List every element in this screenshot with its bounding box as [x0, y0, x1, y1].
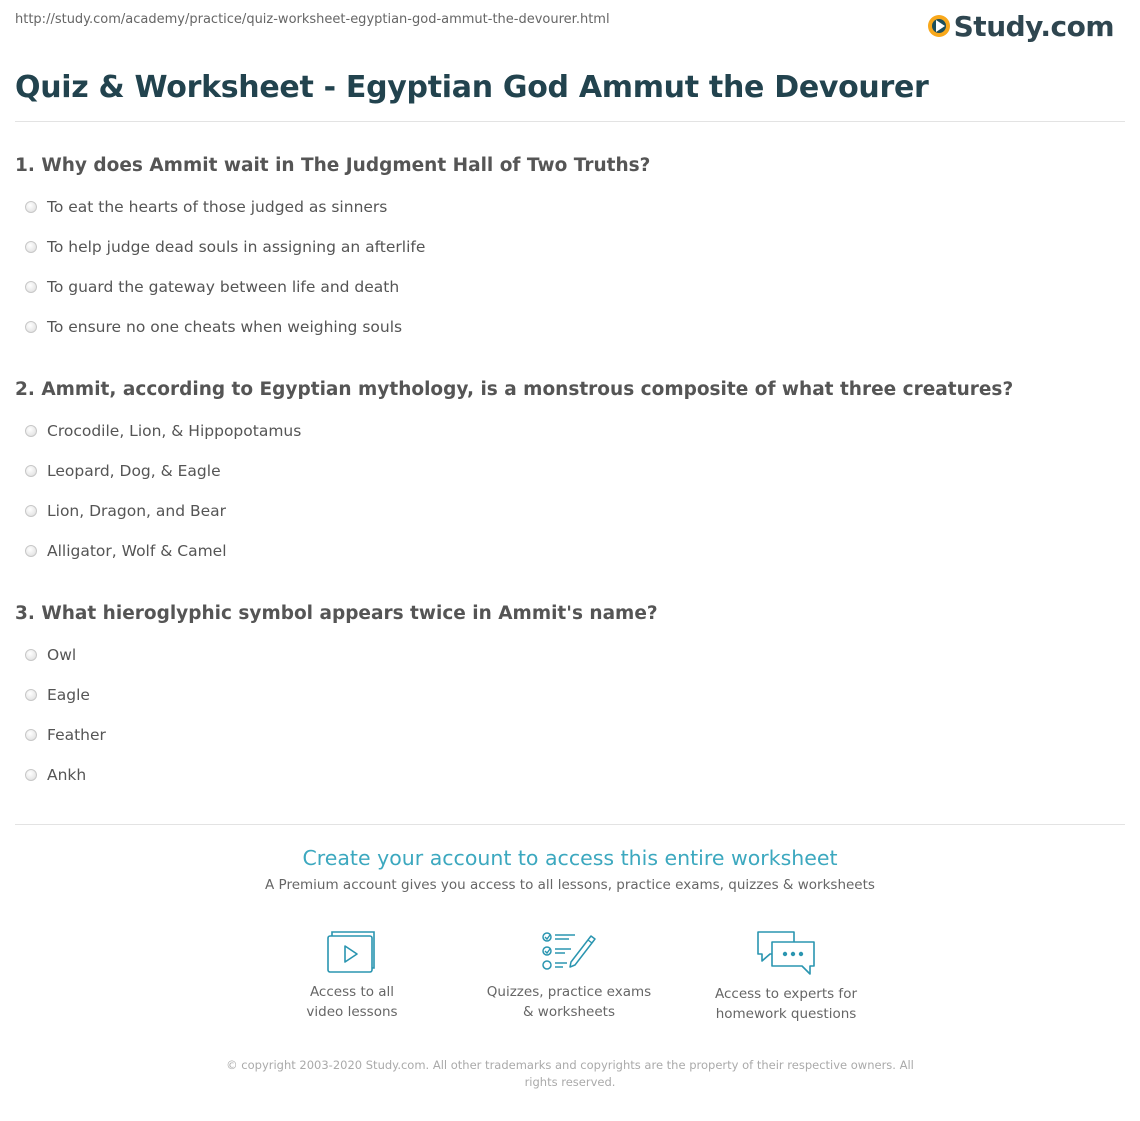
option-label: Leopard, Dog, & Eagle — [47, 462, 221, 480]
radio-button[interactable] — [25, 545, 37, 557]
radio-button[interactable] — [25, 281, 37, 293]
question-2-option-3[interactable] — [25, 502, 226, 520]
radio-button[interactable] — [25, 241, 37, 253]
option-label: Alligator, Wolf & Camel — [47, 542, 227, 560]
question-2-option-1[interactable] — [25, 422, 301, 440]
question-2-option-4[interactable] — [25, 542, 227, 560]
question-1-option-3[interactable] — [25, 278, 399, 296]
chat-bubbles-icon — [754, 928, 818, 976]
option-label: Feather — [47, 726, 106, 744]
cta-subtitle: A Premium account gives you access to all lessons, practice exams, quizzes & worksheets — [265, 877, 875, 893]
question-1-option-1[interactable] — [25, 198, 387, 216]
feature-label-line1: Access to experts for — [714, 986, 857, 1002]
option-label: Crocodile, Lion, & Hippopotamus — [47, 422, 302, 440]
option-label: To help judge dead souls in assigning an afterlife — [47, 238, 426, 256]
question-3-option-4[interactable] — [25, 766, 86, 784]
question-3-option-3[interactable] — [25, 726, 106, 744]
logo-text: Study.com — [953, 9, 1114, 43]
option-label: Lion, Dragon, and Bear — [47, 502, 227, 520]
radio-button[interactable] — [25, 465, 37, 477]
radio-button[interactable] — [25, 769, 37, 781]
page-url: http://study.com/academy/practice/quiz-worksheet-egyptian-god-ammut-the-devourer.html — [15, 12, 610, 27]
create-account-link[interactable]: Create your account to access this entire worksheet — [302, 846, 838, 870]
feature-label-line2: homework questions — [715, 1006, 857, 1022]
feature-label-line2: & worksheets — [522, 1004, 615, 1020]
question-3-option-1[interactable] — [25, 646, 76, 664]
option-label: Ankh — [47, 766, 87, 784]
radio-button[interactable] — [25, 649, 37, 661]
question-3: 3. What hieroglyphic symbol appears twice in Ammit's name? — [15, 603, 658, 624]
option-label: Eagle — [47, 686, 90, 704]
feature-label-line2: video lessons — [306, 1004, 398, 1020]
feature-quizzes — [469, 928, 669, 1022]
option-label: To eat the hearts of those judged as sinners — [47, 198, 388, 216]
radio-button[interactable] — [25, 201, 37, 213]
option-label: To guard the gateway between life and death — [47, 278, 400, 296]
page-title: Quiz & Worksheet - Egyptian God Ammut the Devourer — [15, 70, 929, 105]
cta-divider — [15, 824, 1125, 825]
radio-button[interactable] — [25, 425, 37, 437]
radio-button[interactable] — [25, 505, 37, 517]
radio-button[interactable] — [25, 689, 37, 701]
option-label: To ensure no one cheats when weighing souls — [47, 318, 403, 336]
question-3-option-2[interactable] — [25, 686, 90, 704]
radio-button[interactable] — [25, 729, 37, 741]
feature-label-line1: Quizzes, practice exams — [486, 984, 652, 1000]
option-label: Owl — [47, 646, 77, 664]
feature-experts — [686, 928, 886, 1024]
title-divider — [15, 121, 1125, 122]
question-1-option-2[interactable] — [25, 238, 425, 256]
quiz-checklist-icon — [541, 928, 597, 974]
copyright-footer: © copyright 2003-2020 Study.com. All other trademarks and copyrights are the property of their respective owners. All rights reserved. — [226, 1058, 914, 1089]
study-logo[interactable] — [928, 6, 1114, 46]
question-1-option-4[interactable] — [25, 318, 402, 336]
feature-video-lessons — [252, 928, 452, 1022]
feature-label-line1: Access to all — [309, 984, 395, 1000]
video-lessons-icon — [326, 928, 378, 974]
radio-button[interactable] — [25, 321, 37, 333]
play-circle-icon — [928, 15, 950, 37]
question-2: 2. Ammit, according to Egyptian mythology, is a monstrous composite of what three creatures? — [15, 379, 1014, 400]
question-2-option-2[interactable] — [25, 462, 221, 480]
question-1: 1. Why does Ammit wait in The Judgment Hall of Two Truths? — [15, 155, 651, 176]
